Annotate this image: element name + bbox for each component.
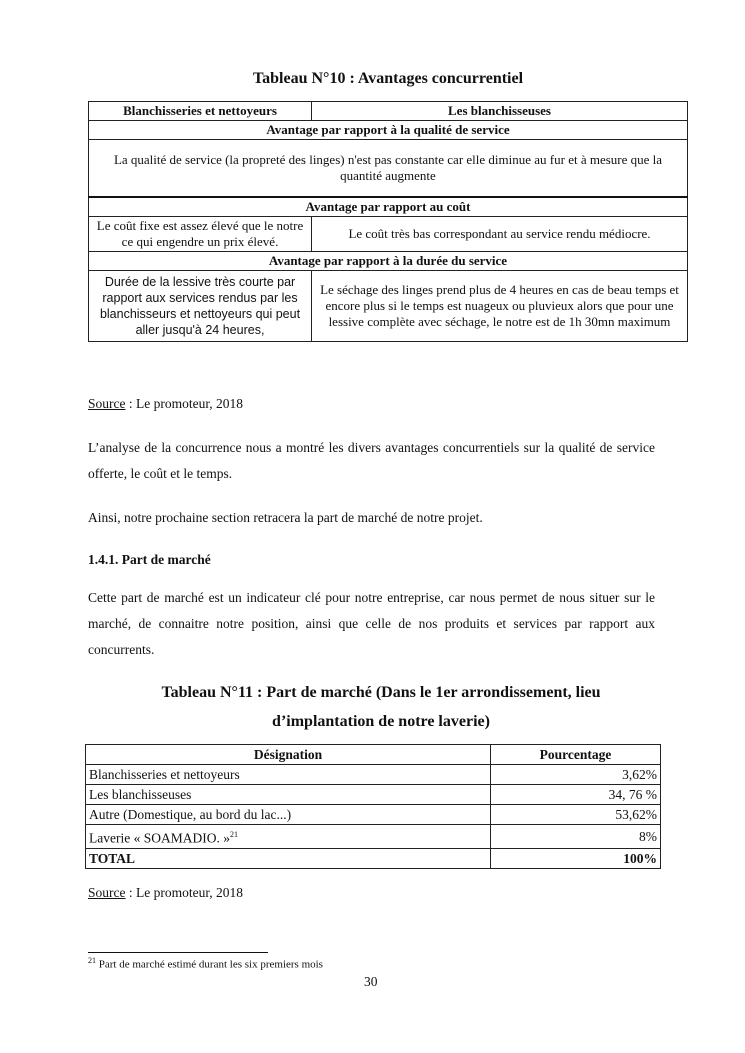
table10-section-cost: Avantage par rapport au coût xyxy=(89,197,688,217)
total-label: TOTAL xyxy=(86,848,491,868)
table-row-total xyxy=(86,848,661,868)
table-row xyxy=(86,825,661,849)
table10-cost-left: Le coût fixe est assez élevé que le notre ce qui engendre un prix élevé. xyxy=(89,217,312,252)
table10-cost-right: Le coût très bas correspondant au service rendu médiocre. xyxy=(312,217,688,252)
source-text: : Le promoteur, 2018 xyxy=(125,396,244,411)
table10-section-duration: Avantage par rapport à la durée du service xyxy=(89,252,688,271)
row-label: Blanchisseries et nettoyeurs xyxy=(86,765,491,785)
total-value: 100% xyxy=(491,848,661,868)
footnote xyxy=(88,956,323,971)
footnote-number: 21 xyxy=(88,956,96,965)
paragraph-analysis: L’analyse de la concurrence nous a montré les divers avantages concurrentiels sur la qualité de service offerte, le coût et le temps. xyxy=(88,440,655,481)
footnote-text: Part de marché estimé durant les six premiers mois xyxy=(96,958,323,971)
section-heading: 1.4.1. Part de marché xyxy=(88,552,211,567)
source-label: Source xyxy=(88,396,126,411)
row-value: 53,62% xyxy=(491,805,661,825)
table11-header-designation: Désignation xyxy=(86,745,491,765)
table11-title-line1: Tableau N°11 : Part de marché (Dans le 1er arrondissement, lieu xyxy=(161,684,601,701)
table11 xyxy=(85,744,661,869)
paragraph-market-share: Cette part de marché est un indicateur clé pour notre entreprise, car nous permet de nous situer sur le marché, de connaitre notre position, ainsi que celle de nos produits et services par rapport aux concurrents. xyxy=(88,590,655,657)
table-row xyxy=(86,785,661,805)
paragraph-transition: Ainsi, notre prochaine section retracera la part de marché de notre projet. xyxy=(88,510,483,525)
row-value: 34, 76 % xyxy=(491,785,661,805)
source-label: Source xyxy=(88,885,126,900)
table-row xyxy=(86,765,661,785)
source-text: : Le promoteur, 2018 xyxy=(125,885,244,900)
row-label xyxy=(86,825,491,849)
row-value: 8% xyxy=(491,825,661,849)
table-row xyxy=(86,805,661,825)
footnote-ref[interactable]: 21 xyxy=(229,830,238,839)
table10-duration-right: Le séchage des linges prend plus de 4 heures en cas de beau temps et encore plus si le temps est nuageux ou pluvieux alors que pour une lessive complète avec séchage, le notre est de 1h 30mn maximum xyxy=(312,271,688,342)
table11-source xyxy=(88,885,243,901)
table11-title-line2: d’implantation de notre laverie) xyxy=(272,713,490,730)
table11-header-percentage: Pourcentage xyxy=(491,745,661,765)
row-label: Les blanchisseuses xyxy=(86,785,491,805)
table10-header-right: Les blanchisseuses xyxy=(312,102,688,121)
row-value: 3,62% xyxy=(491,765,661,785)
footnote-separator xyxy=(88,952,268,953)
table10-section-quality: Avantage par rapport à la qualité de service xyxy=(89,121,688,140)
table10-duration-left: Durée de la lessive très courte par rapport aux services rendus par les blanchisseurs et nettoyeurs qui peut aller jusqu'à 24 heures, xyxy=(89,271,312,342)
table10-title: Tableau N°10 : Avantages concurrentiel xyxy=(252,70,524,87)
row-label-text: Laverie « SOAMADIO. » xyxy=(89,830,230,846)
table10 xyxy=(88,101,688,342)
row-label: Autre (Domestique, au bord du lac...) xyxy=(86,805,491,825)
page-number: 30 xyxy=(364,974,378,989)
table10-source xyxy=(88,396,243,412)
table10-header-left: Blanchisseries et nettoyeurs xyxy=(89,102,312,121)
table10-quality-text: La qualité de service (la propreté des linges) n'est pas constante car elle diminue au fur et à mesure que la quantité augmente xyxy=(89,140,688,198)
